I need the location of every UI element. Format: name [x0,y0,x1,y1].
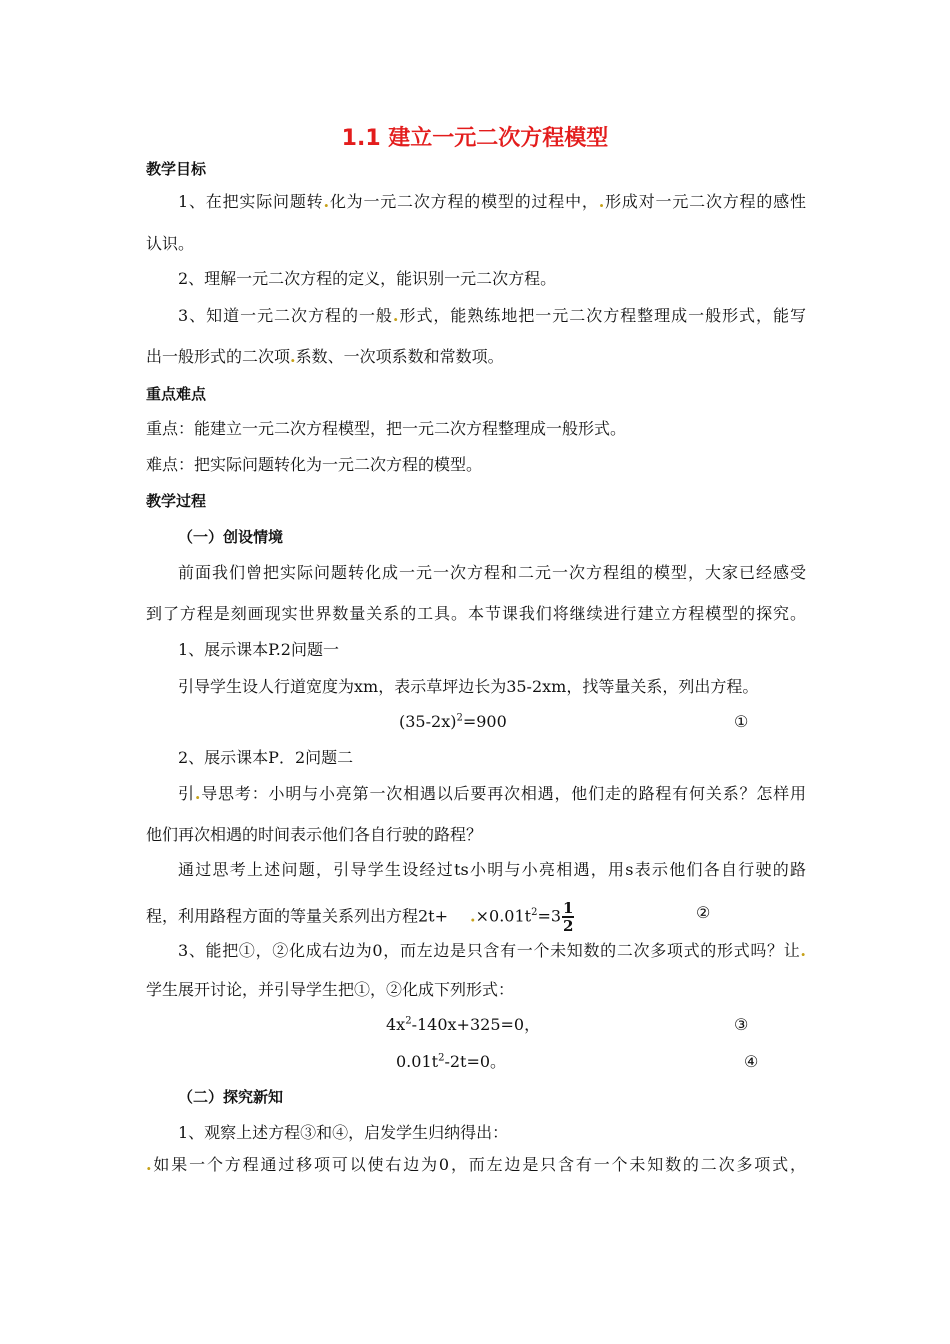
section-heading-process: 教学过程 [146,492,207,510]
goal-2: 2、理解一元二次方程的定义，能识别一元二次方程。 [178,269,557,288]
highlight-mark: . [194,784,201,803]
highlight-mark: . [146,1155,152,1174]
fraction-one-half: $\frac{1}{2}$ [563,899,574,935]
highlight-mark: . [323,192,330,211]
highlight-mark: . [598,192,605,211]
item-3-line-2: 学生展开讨论，并引导学生把①，②化成下列形式： [146,980,515,999]
item-2-line-1: 引.导思考：小明与小亮第一次相遇以后要再次相遇，他们走的路程有何关系？怎样用 [178,784,806,803]
highlight-mark: . [800,941,806,960]
equation-4-number: ④ [744,1052,759,1071]
goal-3-line-1: 3、知道一元二次方程的一般.形式，能熟练地把一元二次方程整理成一般形式，能写 [178,306,806,325]
equation-4: $0.01t^2-2t=0$。 [396,1052,507,1071]
highlight-mark: . [470,906,476,926]
paragraph-intro-line-1: 前面我们曾把实际问题转化成一元一次方程和二元一次方程组的模型，大家已经感受 [178,563,806,582]
item-2-line-3: 通过思考上述问题，引导学生设经过ts小明与小亮相遇，用s表示他们各自行驶的路 [178,860,806,879]
subsection-heading-scenario: （一）创设情境 [178,528,284,546]
highlight-mark: . [290,347,296,366]
item-1-heading: 1、展示课本P.2问题一 [178,640,339,659]
equation-1-number: ① [734,712,749,731]
equation-3: $4x^2-140x+325=0$， [386,1015,541,1034]
key-point: 重点：能建立一元二次方程模型，把一元二次方程整理成一般形式。 [146,419,627,438]
item-4-text: .如果一个方程通过移项可以使右边为0，而左边是只含有一个未知数的二次多项式， [146,1155,806,1174]
item-2-line-2: 他们再次相遇的时间表示他们各自行驶的路程？ [146,825,483,844]
goal-1-line-1: 1、在把实际问题转.化为一元二次方程的模型的过程中，.形成对一元二次方程的感性 [178,192,806,211]
section-heading-goals: 教学目标 [146,160,207,178]
equation-3-number: ③ [734,1015,749,1034]
item-2-line-4: 程，利用路程方面的等量关系列出方程$2t+ .\times 0.01t^2=3$ $\frac{1}{2}$ [146,899,574,935]
equation-2-number: ② [696,903,711,922]
item-1-text: 引导学生设人行道宽度为xm，表示草坪边长为35-2xm，找等量关系，列出方程。 [178,677,759,696]
difficult-point: 难点：把实际问题转化为一元二次方程的模型。 [146,455,483,474]
item-4-heading: 1、观察上述方程③和④，启发学生归纳得出： [178,1123,509,1142]
section-heading-key-points: 重点难点 [146,385,207,403]
item-3-line-1: 3、能把①，②化成右边为0，而左边是只含有一个未知数的二次多项式的形式吗？让. [178,941,806,960]
goal-1-line-2: 认识。 [146,234,195,253]
paragraph-intro-line-2: 到了方程是刻画现实世界数量关系的工具。本节课我们将继续进行建立方程模型的探究。 [146,604,806,623]
equation-1: $(35-2x)^2=900$ [399,712,507,731]
document-title: 1.1 建立一元二次方程模型 [341,126,609,151]
goal-3-line-2: 出一般形式的二次项.系数、一次项系数和常数项。 [146,347,504,366]
item-2-heading: 2、展示课本P．2问题二 [178,748,354,767]
highlight-mark: . [392,306,399,325]
subsection-heading-explore: （二）探究新知 [178,1088,284,1106]
